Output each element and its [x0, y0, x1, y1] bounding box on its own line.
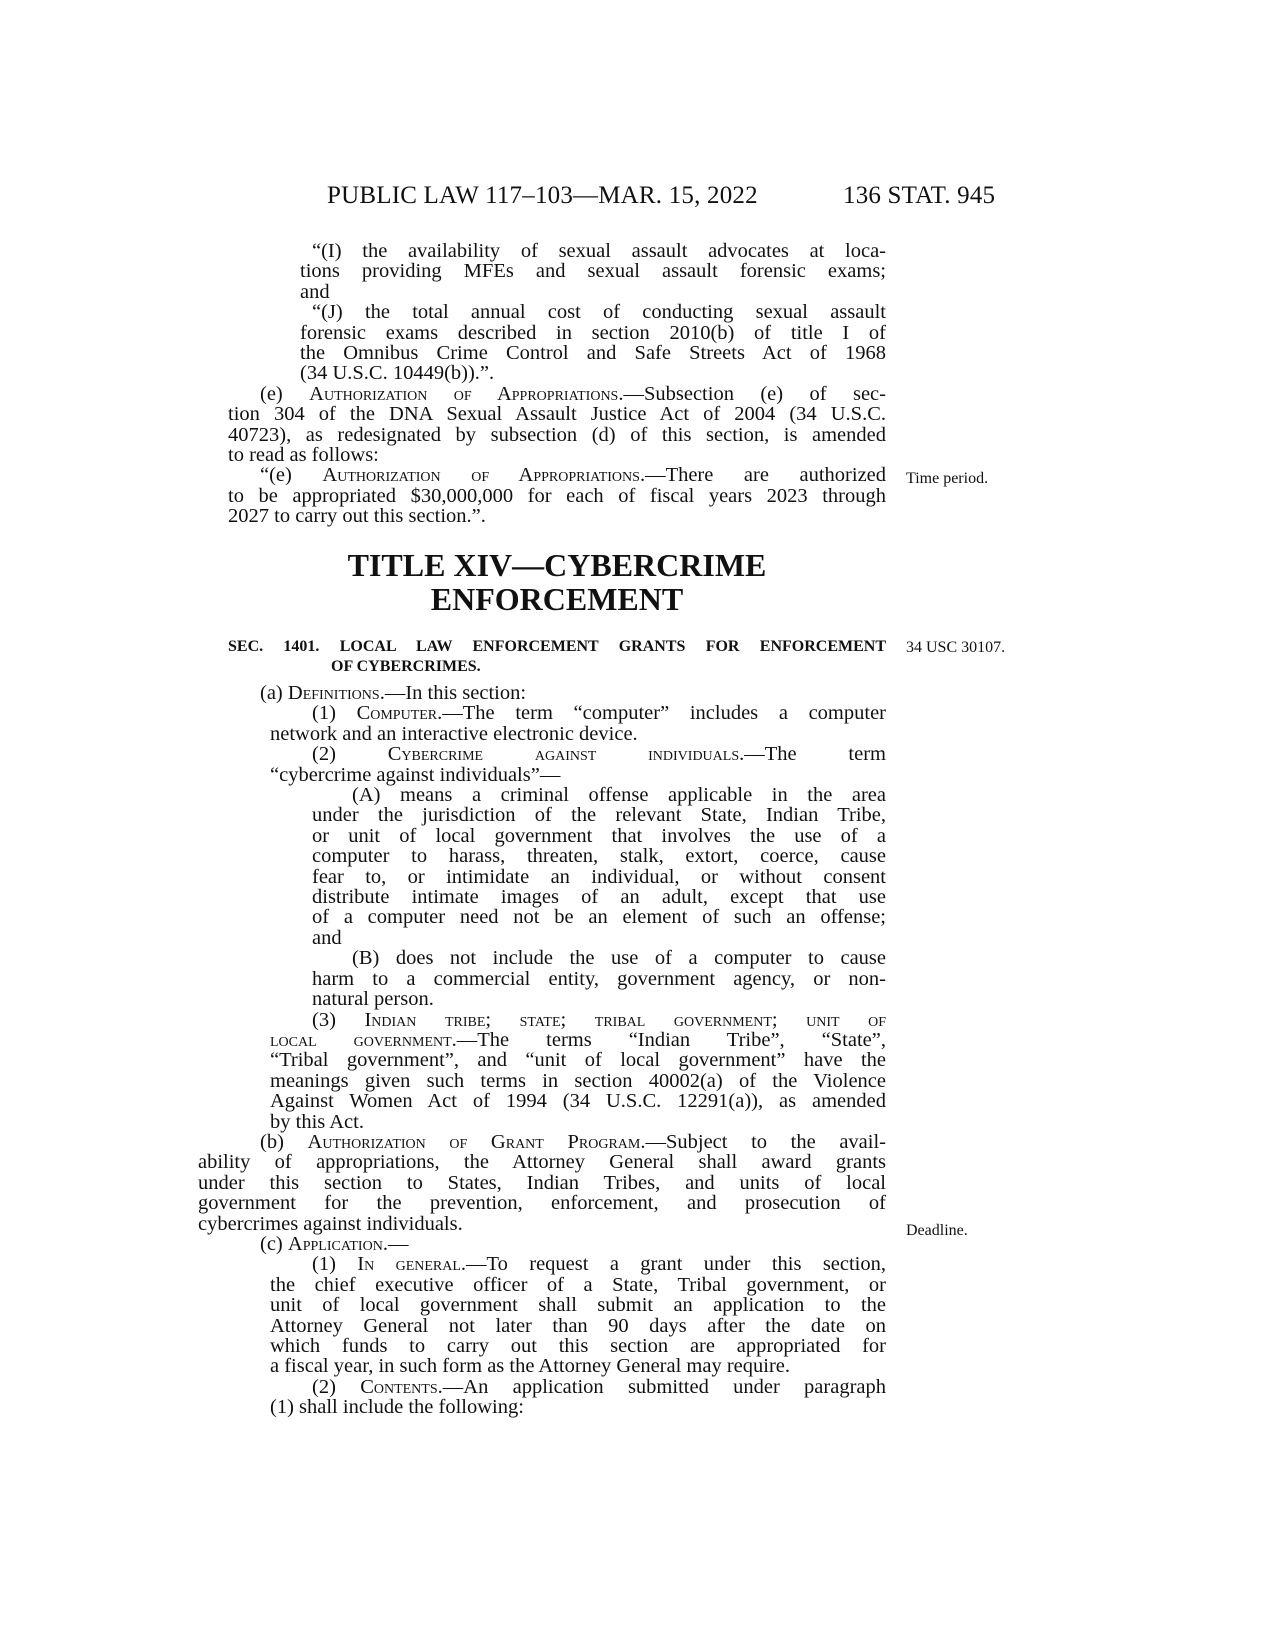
- clause-j-line: the Omnibus Crime Control and Safe Streets Act of 1968: [300, 342, 886, 365]
- subsection-heading: Authorization of Grant Program: [307, 1130, 641, 1153]
- subparagraph-a-line: fear to, or intimidate an individual, or without consent: [312, 865, 886, 888]
- section-heading-line: OF CYBERCRIMES.: [331, 658, 481, 675]
- quoted-e-line: 2027 to carry out this section.”.: [228, 505, 486, 528]
- paragraph-c1-line: Attorney General not later than 90 days after the date on: [270, 1314, 886, 1337]
- subparagraph-a-line: or unit of local government that involves the use of a: [312, 824, 886, 847]
- subsection-b-line: cybercrimes against individuals.: [198, 1212, 463, 1235]
- clause-i-line: and: [300, 280, 330, 303]
- paragraph-c1-line: unit of local government shall submit an application to the: [270, 1294, 886, 1317]
- paragraph-heading: In general: [357, 1253, 461, 1276]
- subsection-a-line: (a) Definitions.—In this section:: [260, 682, 527, 704]
- clause-i-line: tions providing MFEs and sexual assault forensic exams;: [300, 260, 886, 283]
- title-heading: [228, 548, 886, 616]
- title-line: ENFORCEMENT: [430, 581, 684, 617]
- subsection-heading: Application: [287, 1232, 383, 1255]
- paragraph-2-line: “cybercrime against individuals”—: [270, 763, 561, 786]
- section-body: [198, 682, 887, 1419]
- section-heading: [228, 637, 886, 677]
- paragraph-c1-line: a fiscal year, in such form as the Attorney General may require.: [270, 1355, 791, 1378]
- paragraph-c2-line: (2) Contents.—An application submitted under paragraph: [312, 1375, 886, 1398]
- subsection-b-line: (b) Authorization of Grant Program.—Subject to the avail-: [260, 1130, 887, 1153]
- subparagraph-b-line: natural person.: [312, 988, 434, 1011]
- subparagraph-a-line: distribute intimate images of an adult, except that use: [312, 886, 886, 909]
- clause-i-line: “(I) the availability of sexual assault advocates at loca-: [312, 240, 886, 262]
- subparagraph-a-line: of a computer need not be an element of such an offense;: [312, 906, 886, 929]
- paragraph-heading: Computer: [356, 702, 438, 725]
- quoted-e-line: to be appropriated $30,000,000 for each of fiscal years 2023 through: [228, 484, 886, 507]
- margin-note-time-period: Time period.: [906, 470, 989, 487]
- paragraph-heading: local government: [270, 1028, 452, 1051]
- paragraph-3-line: “Tribal government”, and “unit of local government” have the: [270, 1049, 886, 1072]
- subsection-c-line: (c) Application.—: [260, 1232, 409, 1255]
- paragraph-c1-line: (1) In general.—To request a grant under this section,: [312, 1253, 887, 1276]
- upper-text-block: [228, 241, 886, 527]
- subsection-b-line: government for the prevention, enforcement, and prosecution of: [198, 1192, 886, 1215]
- subparagraph-a-line: under the jurisdiction of the relevant State, Indian Tribe,: [312, 804, 886, 827]
- paragraph-c2-line: (1) shall include the following:: [270, 1396, 524, 1419]
- paragraph-c1-line: which funds to carry out this section are appropriated for: [270, 1335, 886, 1357]
- margin-note-usc: 34 USC 30107.: [906, 639, 1006, 656]
- subparagraph-a-line: and: [312, 926, 342, 949]
- clause-j-line: “(J) the total annual cost of conducting sexual assault: [312, 301, 886, 324]
- subsection-e-heading-line: (e) Authorization of Appropriations.—Subsection (e) of sec-: [260, 382, 886, 405]
- running-header-title: PUBLIC LAW 117–103—MAR. 15, 2022: [327, 182, 758, 209]
- margin-note-deadline: Deadline.: [906, 1222, 968, 1239]
- section-heading-line: SEC. 1401. LOCAL LAW ENFORCEMENT GRANTS FOR ENFORCEMENT: [228, 638, 886, 655]
- paragraph-3-line: meanings given such terms in section 40002(a) of the Violence: [270, 1069, 886, 1092]
- paragraph-c1-line: the chief executive officer of a State, Tribal government, or: [270, 1273, 886, 1296]
- subsection-heading: Definitions: [287, 682, 380, 704]
- paragraph-heading: Indian tribe; state; tribal government; unit of: [364, 1008, 887, 1031]
- subsection-b-line: ability of appropriations, the Attorney General shall award grants: [198, 1151, 886, 1174]
- subsection-heading: Authorization of Appropriations: [322, 464, 640, 487]
- page-number: 136 STAT. 945: [843, 182, 996, 209]
- paragraph-heading: Contents: [360, 1375, 438, 1398]
- paragraph-heading: Cybercrime against individuals: [387, 743, 740, 766]
- subsection-b-line: under this section to States, Indian Tribes, and units of local: [198, 1171, 886, 1194]
- subparagraph-a-line: computer to harass, threaten, stalk, extort, coerce, cause: [312, 845, 886, 868]
- paragraph-1-line: network and an interactive electronic device.: [270, 722, 638, 745]
- subsection-e-line: tion 304 of the DNA Sexual Assault Justice Act of 2004 (34 U.S.C.: [228, 403, 886, 426]
- paragraph-3-line: local government.—The terms “Indian Tribe”, “State”,: [270, 1028, 886, 1051]
- clause-j-line: (34 U.S.C. 10449(b)).”.: [300, 362, 495, 385]
- paragraph-3-line: by this Act.: [270, 1110, 364, 1133]
- paragraph-3-line: (3) Indian tribe; state; tribal government; unit of: [312, 1008, 887, 1031]
- subparagraph-b-line: harm to a commercial entity, government agency, or non-: [312, 967, 886, 990]
- clause-j-line: forensic exams described in section 2010(b) of title I of: [300, 321, 886, 344]
- quoted-e-heading-line: “(e) Authorization of Appropriations.—There are authorized: [260, 464, 887, 487]
- subsection-e-line: 40723), as redesignated by subsection (d) of this section, is amended: [228, 423, 886, 446]
- title-line: TITLE XIV—CYBERCRIME: [347, 547, 767, 583]
- subsection-heading: Authorization of Appropriations: [309, 382, 619, 405]
- paragraph-2-line: (2) Cybercrime against individuals.—The term: [312, 743, 886, 766]
- subparagraph-b-line: (B) does not include the use of a computer to cause: [352, 947, 886, 970]
- subparagraph-a-line: (A) means a criminal offense applicable in the area: [352, 784, 886, 807]
- subsection-e-line: to read as follows:: [228, 444, 379, 467]
- paragraph-3-line: Against Women Act of 1994 (34 U.S.C. 12291(a)), as amended: [270, 1090, 886, 1113]
- paragraph-1-line: (1) Computer.—The term “computer” includes a computer: [312, 702, 886, 725]
